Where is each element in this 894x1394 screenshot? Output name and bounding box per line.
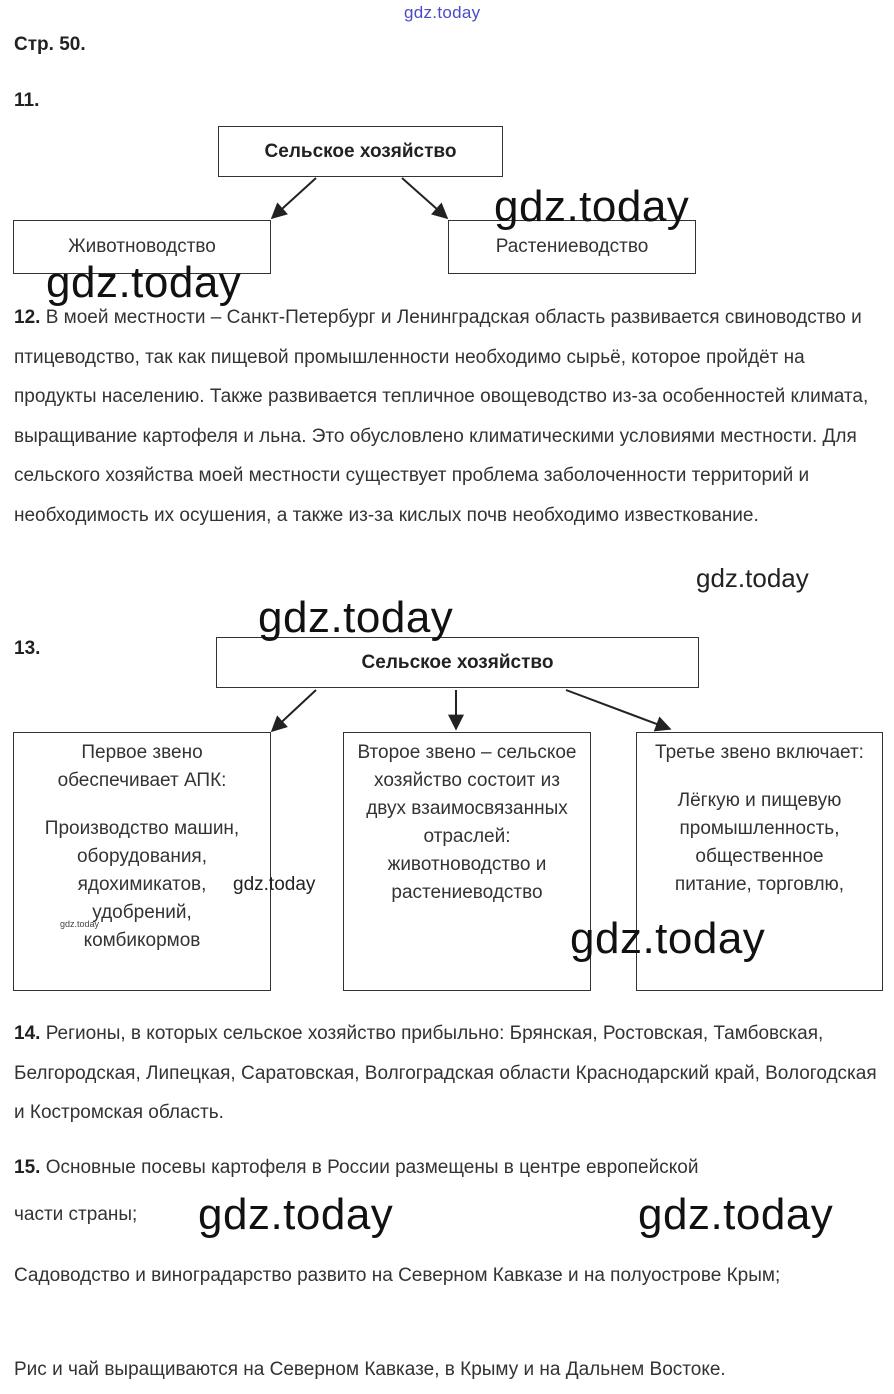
watermark: gdz.today [233,874,316,895]
task-11-branch-label: Растениеводство [495,236,649,257]
task-11-branch-label: Животноводство [68,236,216,257]
column-2-title: Второе звено – сельское хозяйство состоит из двух взаимосвязанных отраслей: животноводство и растениеводство [357,742,577,903]
watermark: gdz.today [258,593,454,642]
task-13-column-2 [343,732,591,991]
watermark: gdz.today [46,258,242,307]
arrow-11-left [272,178,316,218]
task-14-number: 14. [14,1023,41,1044]
task-15-number: 15. [14,1157,41,1178]
task-15-line-2: части страны; [14,1204,138,1225]
watermark: gdz.today [198,1190,394,1239]
column-1-title: Первое звено обеспечивает АПК: [57,742,227,791]
column-1-body: Производство машин, оборудования, ядохимикатов, удобрений, комбикормов [44,818,240,951]
task-12-text: В моей местности – Санкт-Петербург и Ленинградская область развивается свиноводство и птицеводство, так как пищевой промышленности необходимо сырьё, которое пройдёт на продукты населению. Также развивается тепличное овощеводство из-за особенностей климата, выращивание картофеля и льна. Это обусловлено климатическими условиями местности. Для сельского хозяйства моей местности существует проблема заболоченности территорий и необходимость их осушения, а также из-за кислых почв необходимо известкование. [14,307,869,526]
task-14-paragraph [14,1014,880,1133]
task-15-line-1 [14,1148,880,1188]
watermark: gdz.today [638,1190,834,1239]
arrow-11-right [402,178,447,218]
task-13-root-label: Сельское хозяйство [361,651,554,673]
task-11-number: 11. [14,90,40,111]
task-15-paragraph-3: Рис и чай выращиваются на Северном Кавказе, в Крыму и на Дальнем Востоке. [14,1359,726,1380]
watermark-top: gdz.today [404,3,481,22]
watermark: gdz.today [696,563,809,593]
task-15-text-1: Основные посевы картофеля в России размещены в центре европейской [45,1157,699,1178]
task-11-root-box [218,126,503,177]
task-13-number: 13. [14,638,41,659]
task-14-text: Регионы, в которых сельское хозяйство прибыльно: Брянская, Ростовская, Тамбовская, Белгородская, Липецкая, Саратовская, Волгоградская области Краснодарский край, Вологодская и Костромская область. [14,1023,877,1124]
watermark: gdz.today [60,919,100,929]
task-13-column-1 [13,732,271,991]
page-label: Стр. 50. [14,34,86,55]
task-12-paragraph [14,298,880,536]
column-3-title: Третье звено включает: [655,742,864,763]
task-11-root-label: Сельское хозяйство [264,140,457,162]
task-15-paragraph-2: Садоводство и виноградарство развито на Северном Кавказе и на полуострове Крым; [14,1265,781,1286]
watermark: gdz.today [570,914,766,963]
column-3-body: Лёгкую и пищевую промышленность, общественное питание, торговлю, [674,790,845,895]
task-12-number: 12. [14,307,41,328]
arrow-13-left [272,690,316,731]
arrow-13-right [566,690,670,729]
watermark: gdz.today [494,182,690,231]
task-13-root-box [216,637,699,688]
